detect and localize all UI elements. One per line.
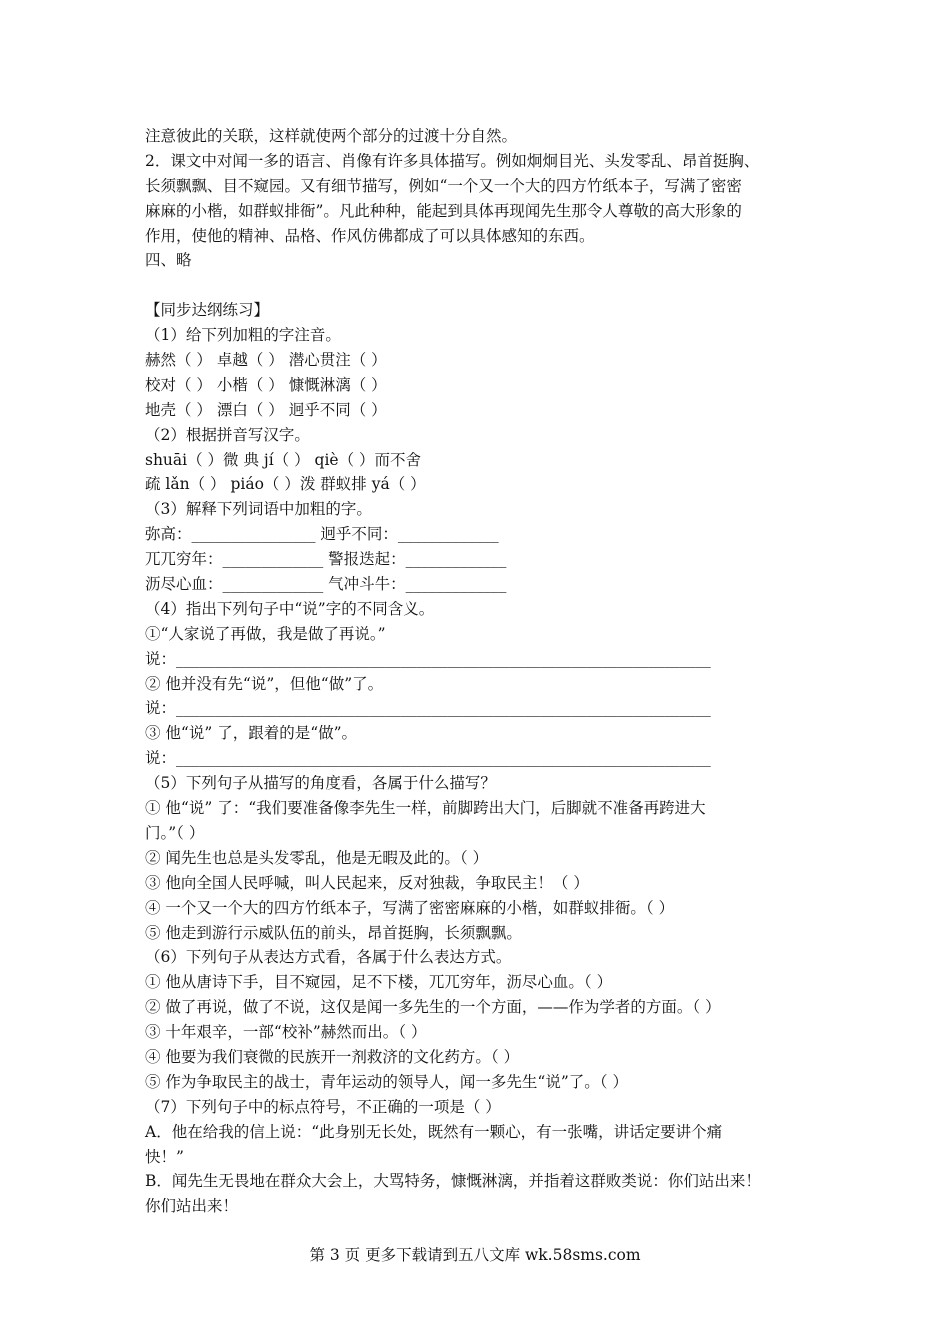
text-line: 地壳（ ） 漂白（ ） 迥乎不同（ ） [145, 400, 387, 419]
text-line: ④ 他要为我们衰微的民族开一剂救济的文化药方。（ ） [145, 1047, 520, 1066]
text-line: 注意彼此的关联，这样就使两个部分的过渡十分自然。 [145, 127, 518, 145]
text-line: ② 闻先生也总是头发零乱，他是无暇及此的。（ ） [145, 848, 489, 867]
question-heading: （4）指出下列句子中“说”字的不同含义。 [145, 599, 435, 618]
text-line: ③ 他向全国人民呼喊，叫人民起来，反对独裁，争取民主！（ ） [145, 873, 589, 892]
question-heading: （1）给下列加粗的字注音。 [145, 326, 341, 345]
text-line: ③ 十年艰辛，一部“校补”赫然而出。（ ） [145, 1023, 427, 1042]
text-line: 麻麻的小楷，如群蚁排衙”。凡此种种，能起到具体再现闻先生那令人尊敬的高大形象的 [145, 201, 742, 220]
question-heading: （6）下列句子从表达方式看，各属于什么表达方式。 [145, 948, 512, 967]
text-line: 说：_____________________________________________________________________ [145, 749, 711, 768]
document-body [145, 124, 825, 1219]
text-line: 校对（ ） 小楷（ ） 慷慨淋漓（ ） [145, 375, 387, 394]
text-line: 2．课文中对闻一多的语言、肖像有许多具体描写。例如炯炯目光、头发零乱、昂首挺胸、 [145, 151, 760, 170]
page-footer: 第 3 页 更多下载请到五八文库 wk.58sms.com [309, 1246, 641, 1264]
section-title: 【同步达纲练习】 [145, 301, 270, 320]
question-heading: （2）根据拼音写汉字。 [145, 425, 310, 444]
text-line: 弥高：________________ 迥乎不同：_____________ [145, 525, 499, 544]
question-heading: （3）解释下列词语中加粗的字。 [145, 500, 372, 519]
text-line: 说：_____________________________________________________________________ [145, 649, 711, 668]
text-line: B．闻先生无畏地在群众大会上，大骂特务，慷慨淋漓，并指着这群败类说：你们站出来！ [145, 1172, 761, 1191]
text-line: ② 做了再说，做了不说，这仅是闻一多先生的一个方面，——作为学者的方面。（ ） [145, 998, 721, 1017]
text-line: 疏 lǎn（ ） piáo（ ）泼 群蚁排 yá（ ） [145, 475, 426, 494]
section-heading: 四、略 [145, 251, 192, 270]
text-line: ①“人家说了再做，我是做了再说。” [145, 624, 386, 643]
text-line: 你们站出来！ [145, 1197, 239, 1216]
question-heading: （5）下列句子从描写的角度看，各属于什么描写？ [145, 774, 496, 793]
text-line: A．他在给我的信上说：“此身别无长处，既然有一颗心，有一张嘴，讲话定要讲个痛 [145, 1122, 723, 1141]
text-line: 长须飘飘、目不窥园。又有细节描写，例如“一个又一个大的四方竹纸本子，写满了密密 [145, 176, 742, 195]
text-line: ① 他从唐诗下手，目不窥园，足不下楼，兀兀穷年，沥尽心血。（ ） [145, 973, 613, 992]
text-line: ⑤ 作为争取民主的战士，青年运动的领导人，闻一多先生“说”了。（ ） [145, 1072, 628, 1091]
text-line: ④ 一个又一个大的四方竹纸本子，写满了密密麻麻的小楷，如群蚁排衙。（ ） [145, 898, 675, 917]
text-line: ③ 他“说” 了，跟着的是“做”。 [145, 724, 358, 743]
text-line: 快！” [145, 1147, 184, 1166]
text-line: 沥尽心血：_____________ 气冲斗牛：_____________ [145, 575, 507, 594]
text-line: shuāi（ ）微 典 jí（ ） qiè（ ）而不舍 [145, 450, 421, 469]
text-line: ⑤ 他走到游行示威队伍的前头，昂首挺胸，长须飘飘。 [145, 923, 522, 942]
blank-line [145, 273, 825, 298]
text-line: 作用，使他的精神、品格、作风仿佛都成了可以具体感知的东西。 [145, 226, 595, 245]
text-line: 门。”（ ） [145, 823, 205, 842]
text-line: 赫然（ ） 卓越（ ） 潜心贯注（ ） [145, 351, 387, 370]
question-heading: （7）下列句子中的标点符号，不正确的一项是（ ） [145, 1097, 501, 1116]
text-line: ① 他“说” 了：“我们要准备像李先生一样，前脚跨出大门，后脚就不准备再跨进大 [145, 799, 706, 818]
text-line: 说：_____________________________________________________________________ [145, 699, 711, 718]
text-line: ② 他并没有先“说”，但他“做”了。 [145, 674, 384, 693]
text-line: 兀兀穷年：_____________ 警报迭起：_____________ [145, 550, 507, 569]
